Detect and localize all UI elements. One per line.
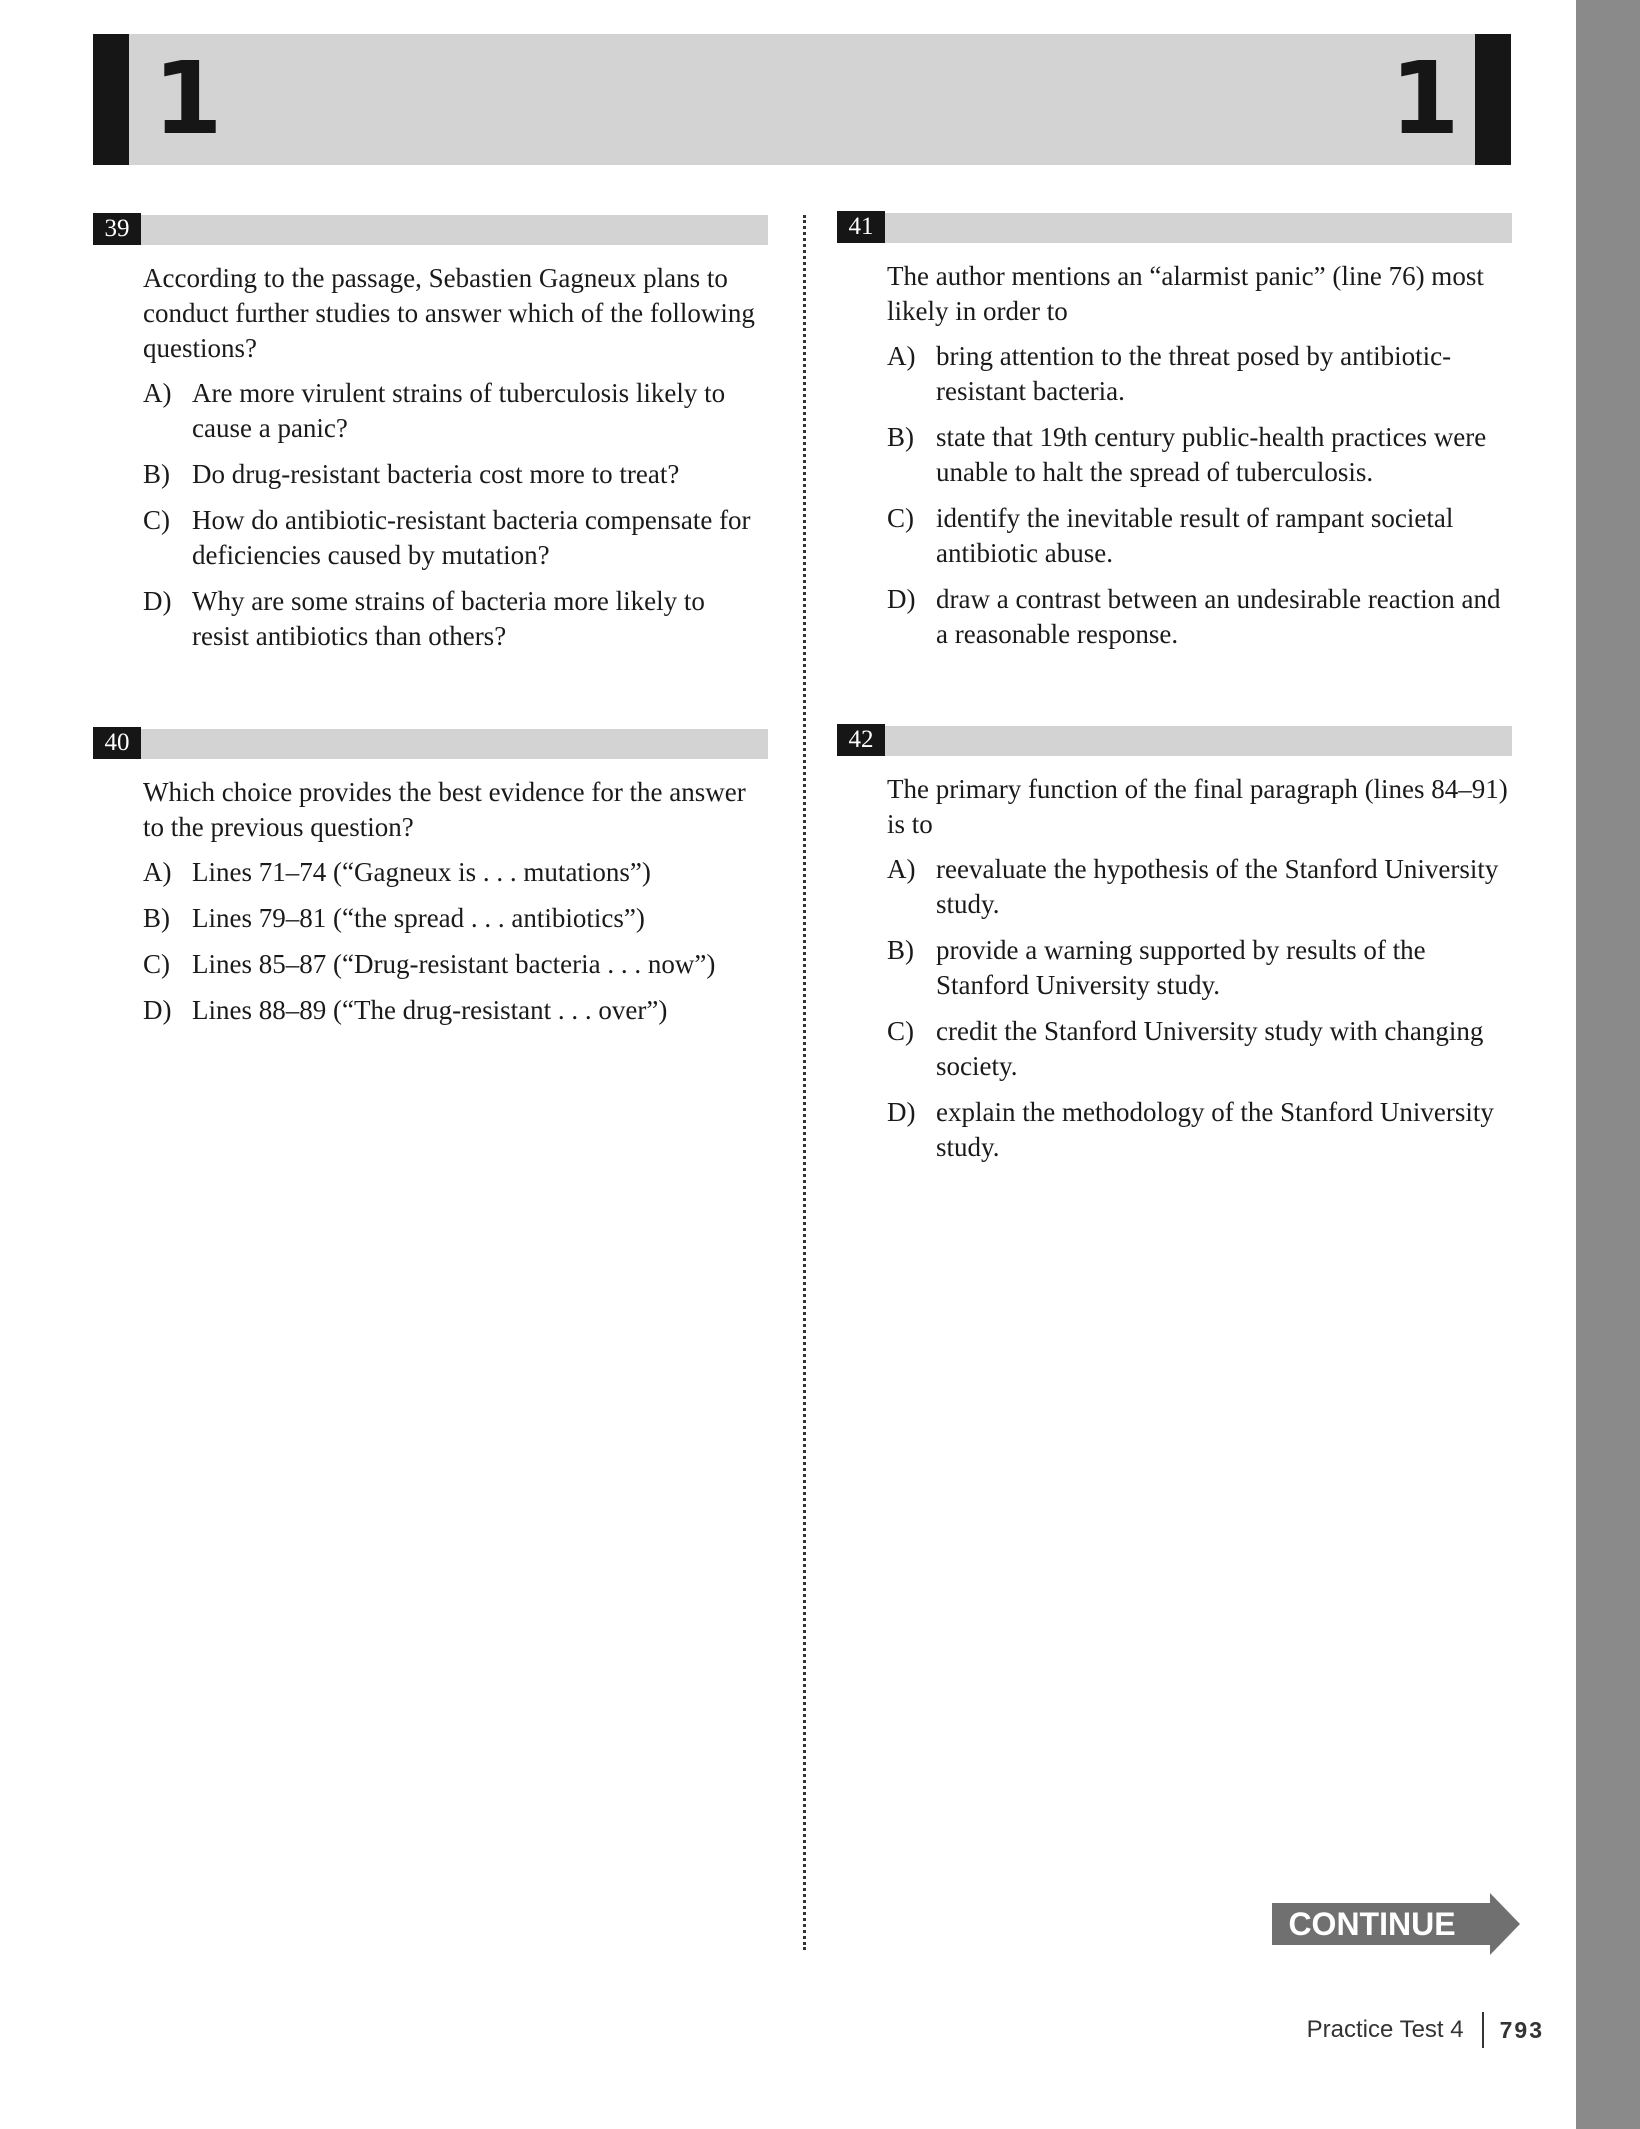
- question-stem: According to the passage, Sebastien Gagneux plans to conduct further studies to answer which of the following questions?: [143, 263, 755, 363]
- question-stem: The primary function of the final paragraph (lines 84–91) is to: [887, 774, 1508, 839]
- answer-choice-a[interactable]: [143, 855, 768, 890]
- choice-letter: D): [887, 584, 916, 614]
- section-header-left-bar: [93, 34, 129, 165]
- choice-letter: D): [887, 1097, 916, 1127]
- choice-letter: C): [143, 949, 170, 979]
- column-divider: [803, 215, 806, 1950]
- choice-letter: B): [887, 935, 914, 965]
- choice-text: credit the Stanford University study with changing society.: [936, 1016, 1484, 1081]
- answer-choice-b[interactable]: [887, 420, 1512, 490]
- choice-letter: B): [143, 903, 170, 933]
- choice-text: identify the inevitable result of rampant societal antibiotic abuse.: [936, 503, 1454, 568]
- choice-letter: C): [887, 1016, 914, 1046]
- footer-separator: [1482, 2012, 1484, 2048]
- question-header-bar: [93, 729, 768, 759]
- choice-text: Why are some strains of bacteria more likely to resist antibiotics than others?: [192, 586, 705, 651]
- choice-text: Lines 88–89 (“The drug-resistant . . . over”): [192, 995, 668, 1025]
- question-number: 42: [837, 724, 885, 756]
- choice-letter: C): [887, 503, 914, 533]
- choice-text: reevaluate the hypothesis of the Stanford University study.: [936, 854, 1499, 919]
- choice-letter: D): [143, 586, 172, 616]
- choice-text: Do drug-resistant bacteria cost more to treat?: [192, 459, 680, 489]
- page-edge-strip: [1576, 0, 1640, 2129]
- question-header: [837, 211, 1512, 243]
- answer-choice-d[interactable]: [887, 582, 1512, 652]
- answer-choice-c[interactable]: [887, 501, 1512, 571]
- question-39: [93, 213, 768, 665]
- choice-text: How do antibiotic-resistant bacteria compensate for deficiencies caused by mutation?: [192, 505, 751, 570]
- answer-choice-d[interactable]: [143, 584, 768, 654]
- choice-text: Lines 71–74 (“Gagneux is . . . mutations”): [192, 857, 651, 887]
- answer-choice-c[interactable]: [887, 1014, 1512, 1084]
- choice-text: Lines 79–81 (“the spread . . . antibiotics”): [192, 903, 645, 933]
- question-header: [837, 724, 1512, 756]
- choice-letter: B): [143, 459, 170, 489]
- question-number: 41: [837, 211, 885, 243]
- question-header-bar: [837, 726, 1512, 756]
- question-stem: The author mentions an “alarmist panic” (line 76) most likely in order to: [887, 261, 1484, 326]
- answer-choice-c[interactable]: [143, 947, 768, 982]
- footer-title: Practice Test 4: [1306, 2016, 1464, 2043]
- question-header: [93, 213, 768, 245]
- choice-text: bring attention to the threat posed by antibiotic-resistant bacteria.: [936, 341, 1452, 406]
- continue-button[interactable]: [1272, 1893, 1520, 1955]
- answer-choice-a[interactable]: [143, 376, 768, 446]
- question-header: [93, 727, 768, 759]
- choice-letter: D): [143, 995, 172, 1025]
- page-footer: [1307, 2012, 1544, 2048]
- answer-choice-a[interactable]: [887, 852, 1512, 922]
- section-header-band: [93, 34, 1511, 165]
- choice-text: draw a contrast between an undesirable reaction and a reasonable response.: [936, 584, 1501, 649]
- answer-choice-b[interactable]: [143, 457, 768, 492]
- choice-letter: A): [143, 857, 172, 887]
- question-stem: Which choice provides the best evidence for the answer to the previous question?: [143, 777, 746, 842]
- question-42: [837, 724, 1512, 1176]
- choice-text: Lines 85–87 (“Drug-resistant bacteria . . . now”): [192, 949, 716, 979]
- choice-text: Are more virulent strains of tuberculosis likely to cause a panic?: [192, 378, 726, 443]
- answer-choice-b[interactable]: [143, 901, 768, 936]
- answer-choice-c[interactable]: [143, 503, 768, 573]
- answer-choice-b[interactable]: [887, 933, 1512, 1003]
- page-number: 793: [1499, 2016, 1544, 2043]
- choice-text: provide a warning supported by results of the Stanford University study.: [936, 935, 1426, 1000]
- section-number-left: 1: [153, 40, 223, 157]
- question-41: [837, 211, 1512, 663]
- choice-letter: A): [143, 378, 172, 408]
- choice-letter: A): [887, 854, 916, 884]
- choice-letter: A): [887, 341, 916, 371]
- choice-letter: C): [143, 505, 170, 535]
- question-number: 40: [93, 727, 141, 759]
- question-header-bar: [93, 215, 768, 245]
- choice-text: state that 19th century public-health practices were unable to halt the spread of tuberculosis.: [936, 422, 1487, 487]
- question-number: 39: [93, 213, 141, 245]
- answer-choice-a[interactable]: [887, 339, 1512, 409]
- section-number-right: 1: [1390, 40, 1460, 157]
- question-40: [93, 727, 768, 1039]
- answer-choice-d[interactable]: [887, 1095, 1512, 1165]
- choice-text: explain the methodology of the Stanford University study.: [936, 1097, 1494, 1162]
- continue-label: CONTINUE: [1288, 1906, 1456, 1942]
- answer-choice-d[interactable]: [143, 993, 768, 1028]
- question-header-bar: [837, 213, 1512, 243]
- choice-letter: B): [887, 422, 914, 452]
- section-header-right-bar: [1475, 34, 1511, 165]
